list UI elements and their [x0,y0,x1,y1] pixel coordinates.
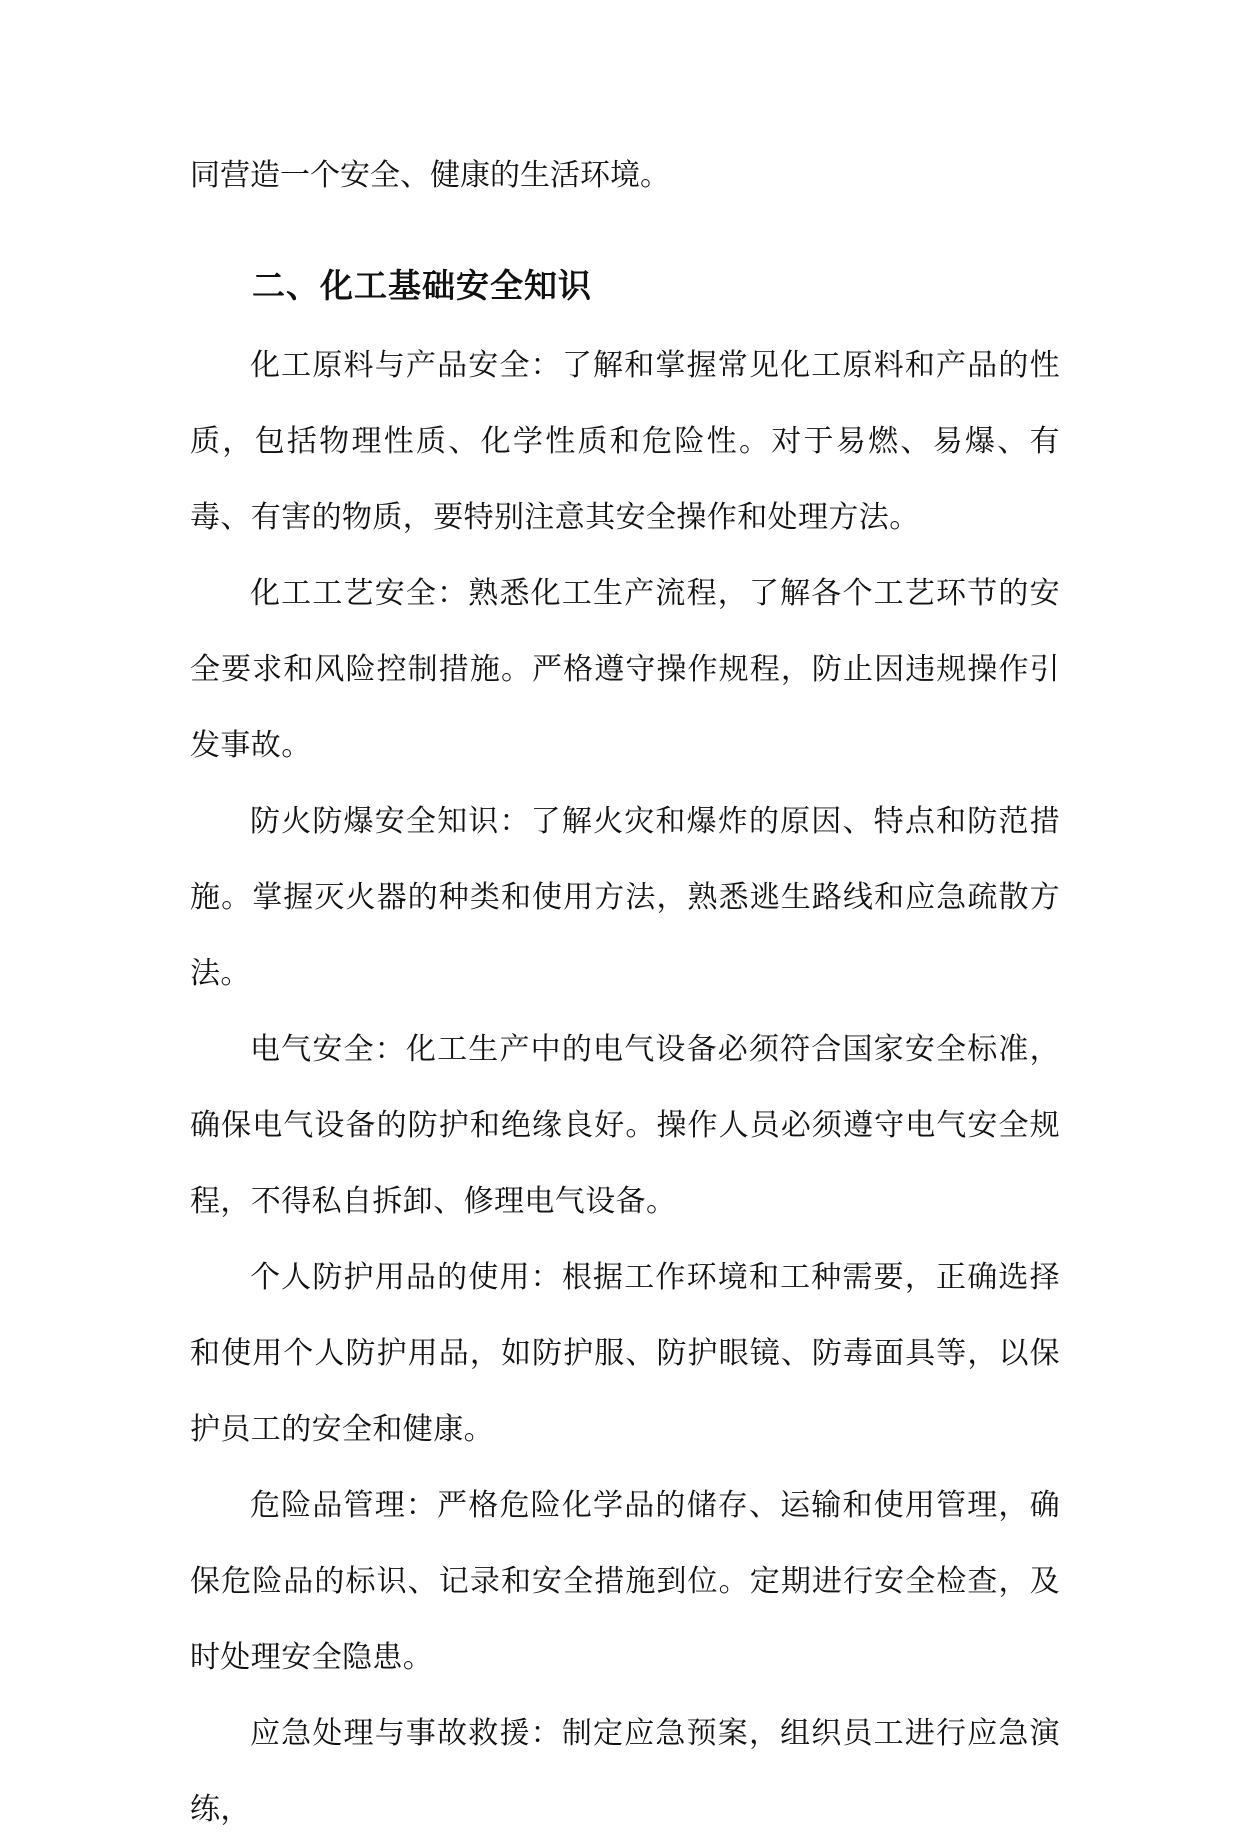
paragraph-emergency-response: 应急处理与事故救援：制定应急预案，组织员工进行应急演练， [190,1716,1060,1827]
paragraph-personal-protection: 个人防护用品的使用：根据工作环境和工种需要，正确选择和使用个人防护用品，如防护服、防护眼镜、防毒面具等，以保护员工的安全和健康。 [190,1260,1060,1447]
section-body [190,328,1060,1848]
paragraph-process-safety: 化工工艺安全：熟悉化工生产流程，了解各个工艺环节的安全要求和风险控制措施。严格遵守操作规程，防止因违规操作引发事故。 [190,576,1060,763]
paragraph-hazardous-materials: 危险品管理：严格危险化学品的储存、运输和使用管理，确保危险品的标识、记录和安全措施到位。定期进行安全检查，及时处理安全隐患。 [190,1488,1060,1675]
paragraph-electrical-safety: 电气安全：化工生产中的电气设备必须符合国家安全标准，确保电气设备的防护和绝缘良好。操作人员必须遵守电气安全规程，不得私自拆卸、修理电气设备。 [190,1032,1060,1219]
paragraph-raw-materials: 化工原料与产品安全：了解和掌握常见化工原料和产品的性质，包括物理性质、化学性质和危险性。对于易燃、易爆、有毒、有害的物质，要特别注意其安全操作和处理方法。 [190,348,1060,535]
section-heading: 二、化工基础安全知识 [252,266,592,305]
continuation-paragraph: 同营造一个安全、健康的生活环境。 [190,158,670,193]
paragraph-fire-explosion: 防火防爆安全知识：了解火灾和爆炸的原因、特点和防范措施。掌握灭火器的种类和使用方法，熟悉逃生路线和应急疏散方法。 [190,804,1060,991]
